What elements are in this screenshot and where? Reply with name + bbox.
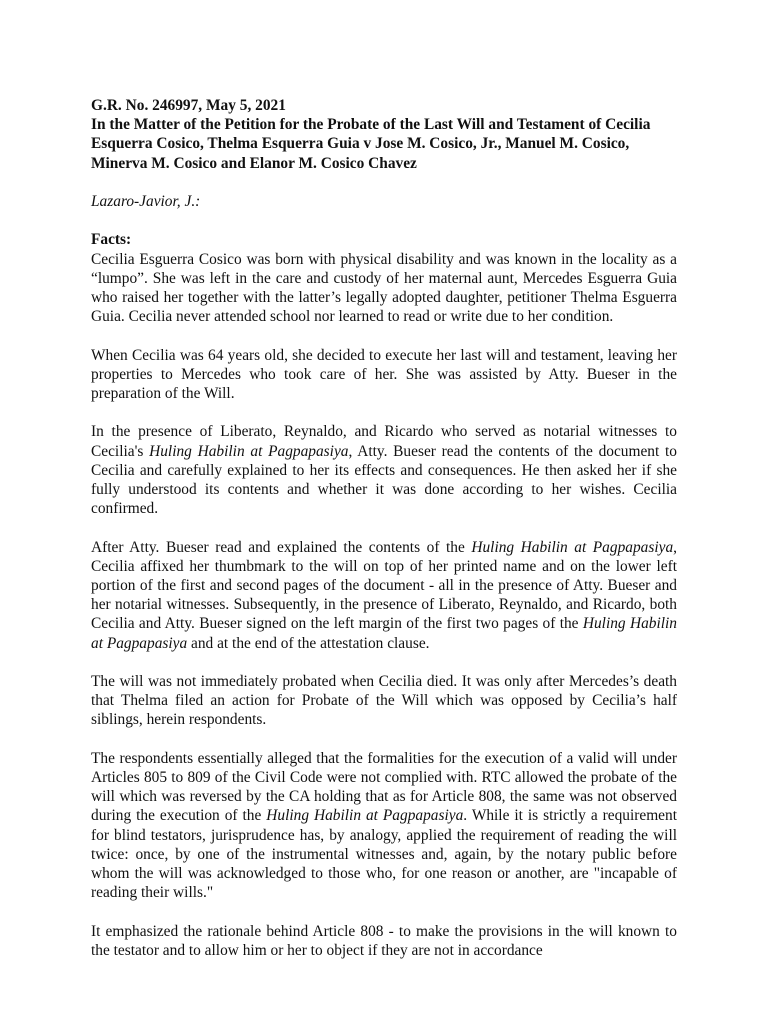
facts-paragraph-2: When Cecilia was 64 years old, she decided to execute her last will and testament, leaving her properties to Mercedes who took care of her. She was assisted by Atty. Bueser in the preparation of the Will. xyxy=(91,346,677,402)
will-title-italic: Huling Habilin at Pagpapasiya xyxy=(149,442,349,460)
case-number-line: G.R. No. 246997, May 5, 2021 xyxy=(91,97,286,114)
paragraph-text: In the presence of Liberato, Reynaldo, and Ricardo who served as notarial witnesses to Cecilia's xyxy=(91,423,677,460)
paragraph-text: , Atty. Bueser read the contents of the document to Cecilia and carefully explained to her its effects and consequences. He then asked her if she fully understood its contents and whether it was done according to her wishes. Cecilia confirmed. xyxy=(91,442,677,518)
facts-paragraph-3 xyxy=(91,422,677,518)
will-title-italic: Huling Habilin at Pagpapasiya xyxy=(471,538,674,556)
paragraph-text: The respondents essentially alleged that the formalities for the execution of a valid will under Articles 805 to 809 of the Civil Code were not complied with. RTC allowed the probate of the will which was reversed by the CA holding that as for Article 808, the same was not observed during the execution of the xyxy=(91,749,677,825)
facts-heading: Facts: xyxy=(91,231,132,249)
facts-paragraph-4 xyxy=(91,538,677,653)
paragraph-text: . While it is strictly a requirement for blind testators, jurisprudence has, by analogy, applied the requirement of reading the will twice: once, by one of the instrumental witnesses and, again, by the notary public before whom the will was acknowledged to those who, for one reason or another, are "incapable of reading their wills." xyxy=(91,807,677,902)
facts-paragraph-5: The will was not immediately probated when Cecilia died. It was only after Mercedes’s death that Thelma filed an action for Probate of the Will which was opposed by Cecilia’s half siblings, herein respondents. xyxy=(91,673,677,729)
paragraph-text: After Atty. Bueser read and explained the contents of the xyxy=(91,538,472,556)
paragraph-text: , Cecilia affixed her thumbmark to the will on top of her printed name and on the lower left portion of the first and second pages of the document - all in the presence of Atty. Bueser and her notarial witnesses. Subsequently, in the presence of Liberato, Reynaldo, and Ricardo, both Cecilia and Atty. Bueser signed on the left margin of the first two pages of the xyxy=(91,538,677,633)
will-title-italic: Huling Habilin at Pagpapasiya xyxy=(91,615,677,652)
facts-paragraph-1: Cecilia Esguerra Cosico was born with physical disability and was known in the locality as a “lumpo”. She was left in the care and custody of her maternal aunt, Mercedes Esguerra Guia who raised her together with the latter’s legally adopted daughter, petitioner Thelma Esguerra Guia. Cecilia never attended school nor learned to read or write due to her condition. xyxy=(91,250,677,326)
facts-paragraph-6 xyxy=(91,749,677,903)
ponente: Lazaro-Javior, J.: xyxy=(91,193,201,210)
paragraph-text: and at the end of the attestation clause. xyxy=(187,634,430,652)
document-page xyxy=(91,96,677,979)
will-title-italic: Huling Habilin at Pagpapasiya xyxy=(266,807,464,825)
case-title: In the Matter of the Petition for the Probate of the Last Will and Testament of Cecilia Esquerra Cosico, Thelma Esquerra Guia v Jose M. Cosico, Jr., Manuel M. Cosico, Minerva M. Cosico and Elanor M. Cosico Chavez xyxy=(91,116,651,172)
facts-paragraph-7: It emphasized the rationale behind Article 808 - to make the provisions in the will known to the testator and to allow him or her to object if they are not in accordance xyxy=(91,922,677,959)
